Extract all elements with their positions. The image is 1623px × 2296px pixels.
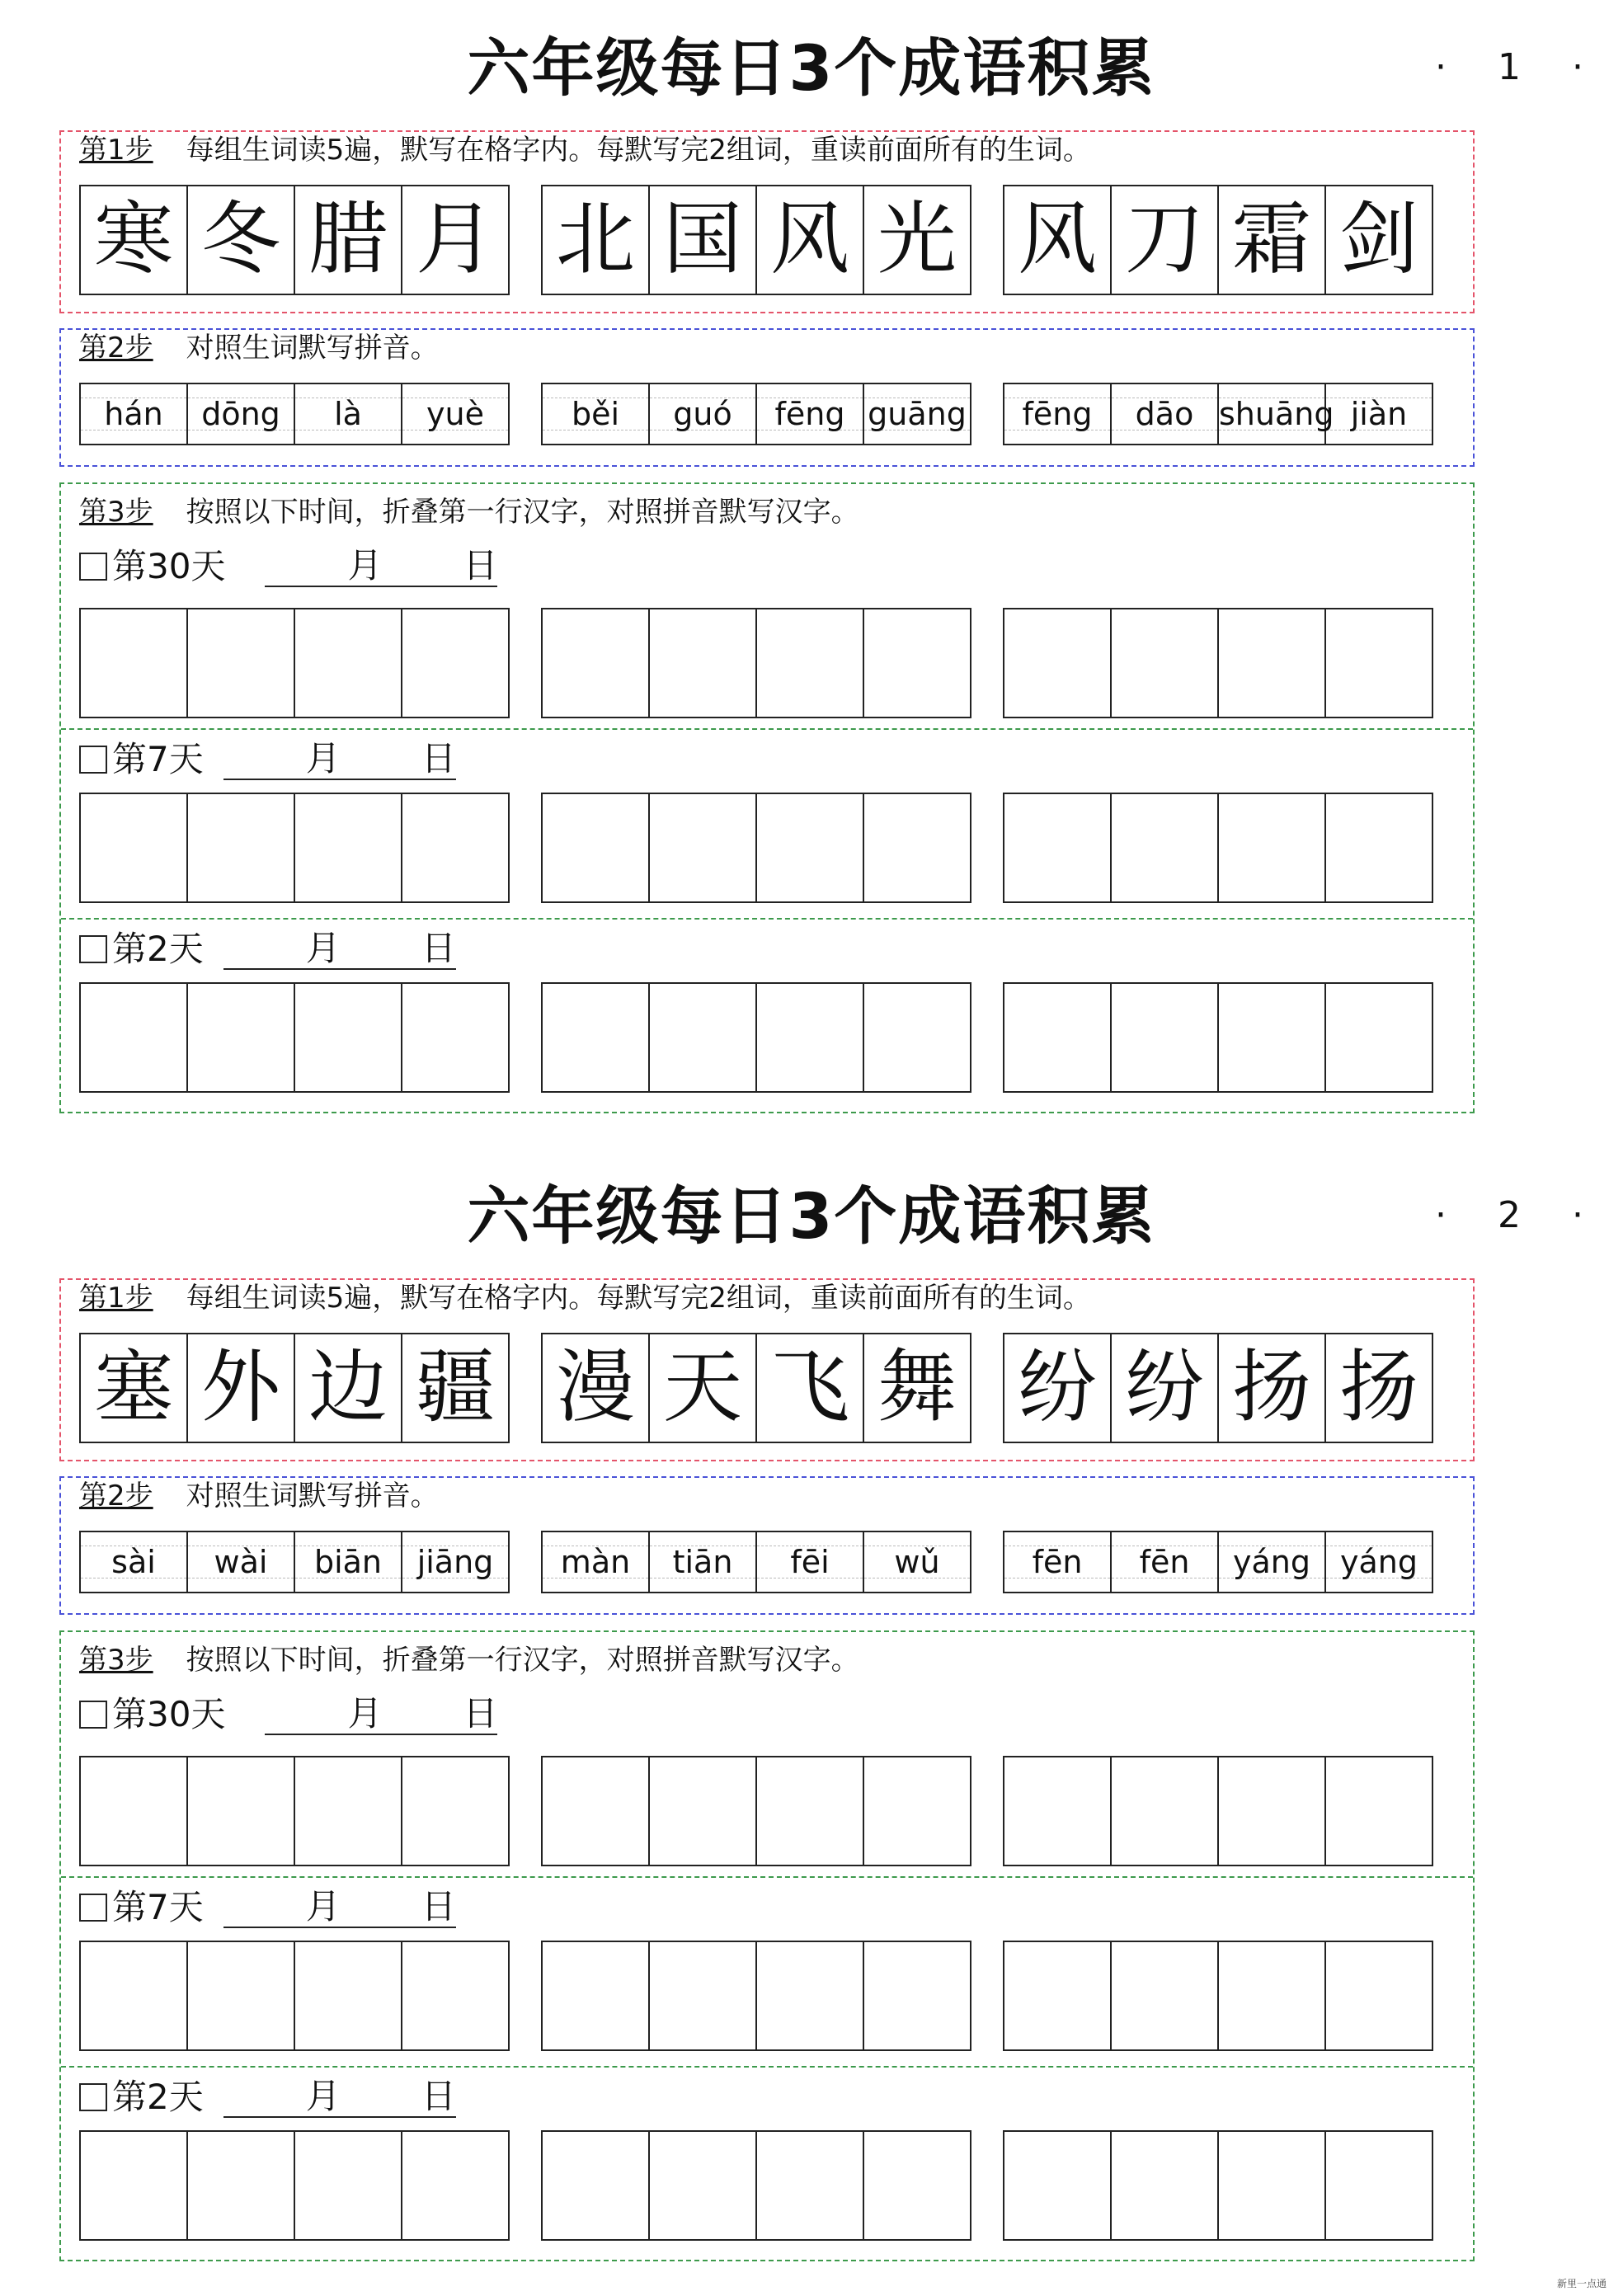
character-cell: 光 — [863, 185, 971, 295]
writing-cell[interactable] — [1003, 608, 1112, 718]
writing-cell[interactable] — [863, 608, 971, 718]
character-cell: 国 — [648, 185, 757, 295]
review-day-block — [61, 728, 1473, 920]
writing-cell[interactable] — [79, 793, 188, 903]
review-day-block — [61, 918, 1473, 1113]
step-number: 第1步 — [79, 134, 153, 167]
pinyin-text: dōng — [201, 396, 280, 432]
character-cell: 纷 — [1003, 1333, 1112, 1443]
writing-cell[interactable] — [401, 793, 510, 903]
character-cell: 扬 — [1217, 1333, 1326, 1443]
day-blank[interactable]: 日 — [341, 1887, 456, 1928]
writing-cell[interactable] — [1110, 1756, 1219, 1866]
month-blank[interactable]: 月 — [223, 739, 341, 780]
pinyin-cell — [79, 383, 188, 445]
writing-cell[interactable] — [294, 608, 402, 718]
writing-cell[interactable] — [541, 793, 650, 903]
review-checkbox[interactable] — [79, 746, 107, 774]
writing-cell[interactable] — [863, 2130, 971, 2241]
pinyin-cell — [294, 1531, 402, 1593]
pinyin-cell — [755, 383, 864, 445]
character-cell: 刀 — [1110, 185, 1219, 295]
writing-cell[interactable] — [186, 1941, 295, 2051]
writing-cell[interactable] — [1217, 2130, 1326, 2241]
writing-cell[interactable] — [1003, 1941, 1112, 2051]
character-cell: 寒 — [79, 185, 188, 295]
review-day-block — [61, 2066, 1473, 2261]
writing-cell[interactable] — [294, 2130, 402, 2241]
writing-group — [1003, 608, 1433, 718]
pinyin-cell — [541, 1531, 650, 1593]
writing-cell[interactable] — [1324, 1756, 1433, 1866]
pinyin-text: jiàn — [1350, 396, 1408, 432]
writing-cell[interactable] — [755, 1941, 864, 2051]
character-cell: 冬 — [186, 185, 295, 295]
writing-group — [541, 982, 971, 1093]
step-number: 第2步 — [79, 1480, 153, 1513]
pinyin-text: shuāng — [1219, 396, 1334, 432]
review-day-block — [61, 537, 1473, 730]
pinyin-text: hán — [104, 396, 163, 432]
review-day-label: 第7天 — [112, 739, 204, 779]
writing-cell[interactable] — [186, 608, 295, 718]
review-day-block — [61, 1685, 1473, 1878]
pinyin-text: fēn — [1032, 1544, 1083, 1580]
writing-cell[interactable] — [863, 1941, 971, 2051]
review-checkbox[interactable] — [79, 2083, 107, 2111]
writing-cell[interactable] — [1324, 793, 1433, 903]
writing-cell[interactable] — [401, 982, 510, 1093]
step2-section — [59, 1476, 1475, 1615]
writing-group — [79, 1756, 510, 1866]
writing-cell[interactable] — [755, 2130, 864, 2241]
review-day-header — [79, 543, 497, 590]
page-number-dot: · — [1572, 46, 1583, 88]
pinyin-group — [541, 1531, 971, 1593]
pinyin-text: yuè — [426, 396, 484, 432]
step1-section — [59, 1278, 1475, 1461]
writing-group — [541, 793, 971, 903]
pinyin-cell — [1324, 383, 1433, 445]
writing-cell[interactable] — [401, 1756, 510, 1866]
page-number-value: 2 — [1498, 1194, 1521, 1236]
writing-cell[interactable] — [79, 2130, 188, 2241]
pinyin-text: wài — [214, 1544, 268, 1580]
page-title: 六年级每日3个成语积累 — [467, 1179, 1156, 1253]
pinyin-cell — [186, 1531, 295, 1593]
page-title: 六年级每日3个成语积累 — [467, 31, 1156, 105]
writing-group — [541, 608, 971, 718]
character-cell: 舞 — [863, 1333, 971, 1443]
pinyin-group — [1003, 1531, 1433, 1593]
pinyin-cell — [1003, 383, 1112, 445]
pinyin-text: biān — [313, 1544, 383, 1580]
pinyin-cell — [79, 1531, 188, 1593]
writing-cell[interactable] — [1217, 608, 1326, 718]
pinyin-text: fēng — [774, 396, 845, 432]
writing-group — [1003, 1756, 1433, 1866]
word-group — [79, 1333, 510, 1443]
writing-cell[interactable] — [186, 1756, 295, 1866]
writing-cell[interactable] — [1324, 608, 1433, 718]
page-number-value: 1 — [1498, 46, 1521, 88]
review-day-block — [61, 1876, 1473, 2068]
pinyin-text: yáng — [1340, 1544, 1418, 1580]
pinyin-grid — [79, 1531, 1433, 1593]
day-blank[interactable]: 日 — [382, 1694, 497, 1735]
footer-watermark: 新里一点通 — [1557, 2278, 1607, 2289]
pinyin-cell — [186, 383, 295, 445]
pinyin-text: jiāng — [416, 1544, 494, 1580]
writing-cell[interactable] — [541, 982, 650, 1093]
month-blank[interactable]: 月 — [223, 929, 341, 970]
day-blank[interactable]: 日 — [341, 739, 456, 780]
step1-section — [59, 130, 1475, 313]
writing-cell[interactable] — [1110, 1941, 1219, 2051]
writing-cell[interactable] — [186, 2130, 295, 2241]
writing-cell[interactable] — [1217, 982, 1326, 1093]
writing-cell[interactable] — [1003, 793, 1112, 903]
writing-grid — [79, 2130, 1433, 2241]
writing-cell[interactable] — [79, 1756, 188, 1866]
writing-cell[interactable] — [294, 982, 402, 1093]
writing-cell[interactable] — [755, 793, 864, 903]
writing-cell[interactable] — [1217, 1756, 1326, 1866]
pinyin-cell — [863, 1531, 971, 1593]
writing-cell[interactable] — [294, 1941, 402, 2051]
writing-cell[interactable] — [648, 2130, 757, 2241]
writing-cell[interactable] — [648, 982, 757, 1093]
writing-cell[interactable] — [1324, 2130, 1433, 2241]
writing-cell[interactable] — [1003, 2130, 1112, 2241]
review-checkbox[interactable] — [79, 935, 107, 963]
pinyin-text: guāng — [868, 396, 967, 432]
writing-cell[interactable] — [1217, 793, 1326, 903]
review-day-label: 第30天 — [112, 1694, 226, 1734]
character-grid — [79, 185, 1433, 295]
word-group — [541, 1333, 971, 1443]
pinyin-cell — [648, 383, 757, 445]
pinyin-text: guó — [673, 396, 732, 432]
writing-group — [1003, 982, 1433, 1093]
writing-cell[interactable] — [79, 982, 188, 1093]
writing-cell[interactable] — [755, 1756, 864, 1866]
writing-group — [79, 2130, 510, 2241]
pinyin-cell — [755, 1531, 864, 1593]
writing-group — [1003, 793, 1433, 903]
writing-group — [1003, 1941, 1433, 2051]
character-cell: 腊 — [294, 185, 402, 295]
character-cell: 剑 — [1324, 185, 1433, 295]
review-day-header — [79, 1691, 497, 1738]
step-number: 第2步 — [79, 332, 153, 365]
writing-cell[interactable] — [294, 1756, 402, 1866]
writing-cell[interactable] — [541, 1941, 650, 2051]
writing-cell[interactable] — [79, 1941, 188, 2051]
writing-cell[interactable] — [648, 1756, 757, 1866]
character-grid — [79, 1333, 1433, 1443]
character-cell: 风 — [755, 185, 864, 295]
review-day-label: 第2天 — [112, 929, 204, 969]
word-group — [79, 185, 510, 295]
page-number — [1435, 1191, 1583, 1240]
character-cell: 风 — [1003, 185, 1112, 295]
writing-cell[interactable] — [294, 793, 402, 903]
pinyin-cell — [1110, 1531, 1219, 1593]
pinyin-cell — [648, 1531, 757, 1593]
writing-group — [541, 1756, 971, 1866]
writing-cell[interactable] — [648, 608, 757, 718]
writing-group — [541, 2130, 971, 2241]
writing-grid — [79, 793, 1433, 903]
writing-cell[interactable] — [755, 982, 864, 1093]
writing-cell[interactable] — [648, 793, 757, 903]
day-blank[interactable]: 日 — [341, 929, 456, 970]
step3-section — [59, 1630, 1475, 2261]
review-day-header — [79, 736, 456, 783]
pinyin-text: là — [334, 396, 362, 432]
writing-cell[interactable] — [863, 982, 971, 1093]
pinyin-cell — [401, 1531, 510, 1593]
review-day-label: 第7天 — [112, 1887, 204, 1927]
writing-grid — [79, 1756, 1433, 1866]
review-checkbox[interactable] — [79, 1894, 107, 1922]
step1-label — [79, 132, 1091, 168]
writing-group — [79, 793, 510, 903]
pinyin-group — [1003, 383, 1433, 445]
writing-cell[interactable] — [1324, 1941, 1433, 2051]
step3-section — [59, 482, 1475, 1113]
pinyin-cell — [541, 383, 650, 445]
character-cell: 北 — [541, 185, 650, 295]
character-cell: 疆 — [401, 1333, 510, 1443]
review-day-header — [79, 926, 456, 972]
review-day-label: 第2天 — [112, 2077, 204, 2117]
writing-cell[interactable] — [1003, 982, 1112, 1093]
writing-cell[interactable] — [186, 793, 295, 903]
month-blank[interactable]: 月 — [265, 546, 382, 587]
step-instruction: 对照生词默写拼音。 — [186, 332, 439, 365]
writing-grid — [79, 1941, 1433, 2051]
review-checkbox[interactable] — [79, 1701, 107, 1729]
page-number-dot: · — [1572, 1194, 1583, 1236]
character-cell: 霜 — [1217, 185, 1326, 295]
character-cell: 边 — [294, 1333, 402, 1443]
writing-cell[interactable] — [1110, 982, 1219, 1093]
writing-grid — [79, 608, 1433, 718]
pinyin-text: fēn — [1139, 1544, 1190, 1580]
pinyin-text: tiān — [672, 1544, 733, 1580]
month-blank[interactable]: 月 — [223, 2077, 341, 2118]
character-cell: 扬 — [1324, 1333, 1433, 1443]
writing-cell[interactable] — [648, 1941, 757, 2051]
writing-cell[interactable] — [863, 793, 971, 903]
writing-group — [541, 1941, 971, 2051]
step-number: 第1步 — [79, 1282, 153, 1315]
writing-cell[interactable] — [541, 608, 650, 718]
writing-cell[interactable] — [1003, 1756, 1112, 1866]
writing-cell[interactable] — [863, 1756, 971, 1866]
writing-group — [1003, 2130, 1433, 2241]
pinyin-cell — [401, 383, 510, 445]
page-number-dot: · — [1435, 1194, 1447, 1236]
character-cell: 月 — [401, 185, 510, 295]
pinyin-text: wǔ — [894, 1544, 940, 1580]
pinyin-text: màn — [560, 1544, 631, 1580]
character-cell: 飞 — [755, 1333, 864, 1443]
writing-cell[interactable] — [755, 608, 864, 718]
pinyin-grid — [79, 383, 1433, 445]
step1-label — [79, 1280, 1091, 1316]
month-blank[interactable]: 月 — [265, 1694, 382, 1735]
word-group — [541, 185, 971, 295]
step3-label — [79, 1642, 859, 1678]
step-number: 第3步 — [79, 1644, 153, 1677]
writing-cell[interactable] — [1110, 2130, 1219, 2241]
writing-cell[interactable] — [541, 1756, 650, 1866]
review-day-header — [79, 1884, 456, 1931]
review-checkbox[interactable] — [79, 553, 107, 581]
pinyin-text: fēng — [1022, 396, 1093, 432]
pinyin-cell — [1217, 383, 1334, 445]
pinyin-text: dāo — [1135, 396, 1194, 432]
pinyin-cell — [863, 383, 971, 445]
step3-label — [79, 494, 859, 530]
step-instruction: 每组生词读5遍，默写在格字内。每默写完2组词，重读前面所有的生词。 — [186, 134, 1091, 167]
step-instruction: 按照以下时间，折叠第一行汉字，对照拼音默写汉字。 — [186, 1644, 859, 1677]
pinyin-cell — [1217, 1531, 1326, 1593]
character-cell: 塞 — [79, 1333, 188, 1443]
day-blank[interactable]: 日 — [382, 546, 497, 587]
review-day-label: 第30天 — [112, 546, 226, 586]
writing-cell[interactable] — [1110, 793, 1219, 903]
worksheet-page — [0, 1148, 1623, 2296]
character-cell: 外 — [186, 1333, 295, 1443]
writing-cell[interactable] — [401, 608, 510, 718]
writing-group — [79, 1941, 510, 2051]
pinyin-text: fēi — [790, 1544, 830, 1580]
step-instruction: 对照生词默写拼音。 — [186, 1480, 439, 1513]
step2-label — [79, 330, 439, 366]
writing-cell[interactable] — [1324, 982, 1433, 1093]
pinyin-cell — [1110, 383, 1219, 445]
pinyin-cell — [1324, 1531, 1433, 1593]
character-cell: 纷 — [1110, 1333, 1219, 1443]
pinyin-text: sài — [111, 1544, 156, 1580]
writing-cell[interactable] — [186, 982, 295, 1093]
writing-grid — [79, 982, 1433, 1093]
word-group — [1003, 185, 1433, 295]
page-number-dot: · — [1435, 46, 1447, 88]
writing-cell[interactable] — [401, 2130, 510, 2241]
pinyin-cell — [1003, 1531, 1112, 1593]
page-number — [1435, 43, 1583, 92]
pinyin-group — [79, 1531, 510, 1593]
review-day-header — [79, 2074, 456, 2120]
step-instruction: 每组生词读5遍，默写在格字内。每默写完2组词，重读前面所有的生词。 — [186, 1282, 1091, 1315]
writing-cell[interactable] — [401, 1941, 510, 2051]
writing-group — [79, 982, 510, 1093]
day-blank[interactable]: 日 — [341, 2077, 456, 2118]
writing-cell[interactable] — [541, 2130, 650, 2241]
month-blank[interactable]: 月 — [223, 1887, 341, 1928]
step-instruction: 按照以下时间，折叠第一行汉字，对照拼音默写汉字。 — [186, 496, 859, 529]
step2-section — [59, 328, 1475, 467]
writing-cell[interactable] — [79, 608, 188, 718]
pinyin-group — [79, 383, 510, 445]
pinyin-group — [541, 383, 971, 445]
step2-label — [79, 1478, 439, 1514]
word-group — [1003, 1333, 1433, 1443]
pinyin-text: běi — [571, 396, 620, 432]
writing-group — [79, 608, 510, 718]
character-cell: 天 — [648, 1333, 757, 1443]
character-cell: 漫 — [541, 1333, 650, 1443]
step-number: 第3步 — [79, 496, 153, 529]
writing-cell[interactable] — [1110, 608, 1219, 718]
writing-cell[interactable] — [1217, 1941, 1326, 2051]
pinyin-text: yáng — [1233, 1544, 1310, 1580]
pinyin-cell — [294, 383, 402, 445]
